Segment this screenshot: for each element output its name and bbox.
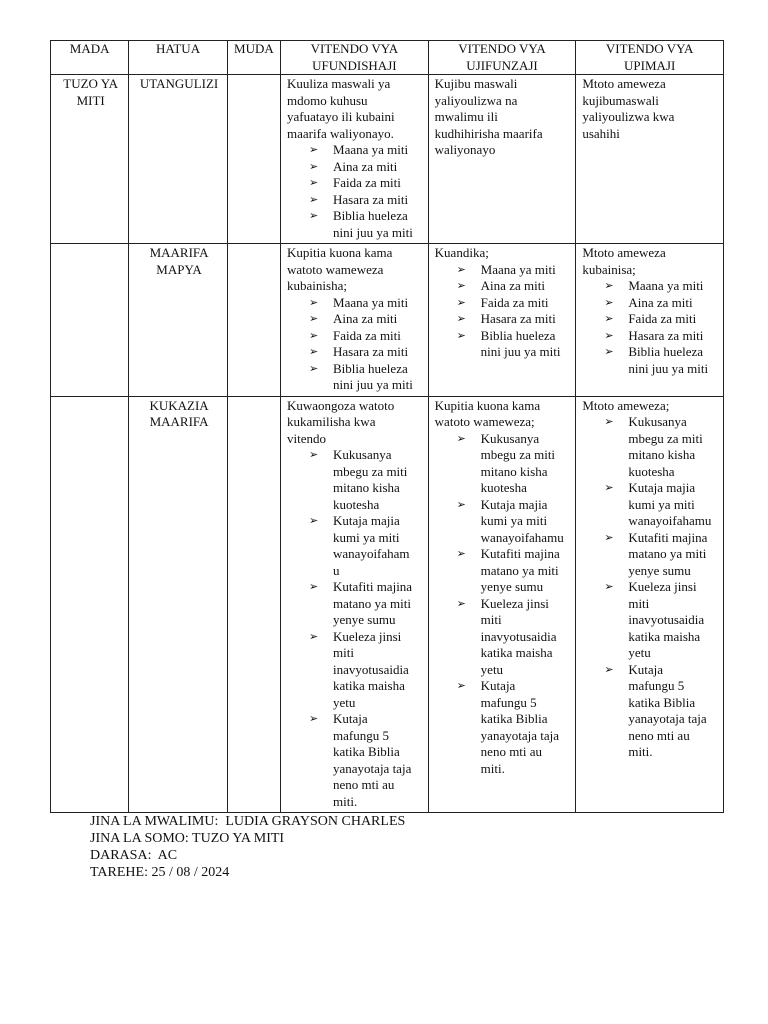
intro-line: yaliyoulizwa kwa (582, 109, 675, 124)
cell-mada (51, 75, 129, 244)
list-item-line: Aina za miti (628, 294, 693, 310)
list-item-line: Biblia hueleza (333, 360, 408, 376)
list-item-line: miti (480, 612, 502, 627)
list-item-line: inavyotusaidia (480, 628, 557, 644)
list-item-line: Kutaja (628, 661, 663, 677)
list-item (287, 192, 424, 209)
column-header-line: UJIFUNZAJI (466, 57, 538, 73)
arrow-bullet-icon: ➢ (309, 159, 319, 173)
arrow-bullet-icon: ➢ (309, 295, 319, 309)
list-item-line: kuotesha (333, 496, 380, 512)
list-item-line: katika maisha (333, 678, 405, 693)
list-item-line: kumi ya miti (480, 513, 548, 528)
arrow-bullet-icon: ➢ (604, 312, 614, 325)
list-item-line: miti (333, 645, 354, 660)
arrow-bullet-icon: ➢ (309, 345, 319, 358)
cell-muda (227, 244, 280, 397)
list-item (582, 311, 719, 328)
list-item-line: Kueleza jinsi (480, 595, 549, 611)
list-item-line: Maana ya miti (480, 261, 556, 277)
ufundishaji-bullet-list (287, 447, 424, 810)
list-item (582, 480, 719, 530)
ujifunzaji-bullet-list (435, 431, 572, 778)
list-item-line: mbegu za miti (480, 447, 556, 462)
list-item-line: Kutafiti majina (628, 529, 708, 545)
arrow-bullet-icon: ➢ (604, 662, 614, 676)
arrow-bullet-icon: ➢ (456, 431, 466, 445)
arrow-bullet-icon: ➢ (309, 328, 319, 342)
intro-line: kujibumaswali (582, 92, 659, 108)
list-item-line: mbegu za miti (628, 430, 703, 446)
arrow-bullet-icon: ➢ (309, 361, 319, 375)
list-item (435, 497, 572, 547)
ufundishaji-intro (287, 245, 424, 295)
arrow-bullet-icon: ➢ (309, 514, 319, 527)
list-item-line: Kutafiti majina (480, 546, 560, 561)
list-item (582, 295, 719, 312)
arrow-bullet-icon: ➢ (604, 415, 614, 428)
column-header-line: UFUNDISHAJI (312, 57, 397, 73)
intro-line: Mtoto ameweza; (582, 397, 670, 413)
lesson-plan-table (50, 40, 724, 813)
cell-muda (227, 75, 280, 244)
list-item-line: matano ya miti (333, 595, 411, 611)
subject-name: JINA LA SOMO: TUZO YA MITI (90, 831, 285, 846)
hatua-line: MAARIFA (149, 245, 209, 260)
list-item-line: katika Biblia (480, 711, 548, 726)
hatua-line: MAARIFA (149, 414, 209, 429)
list-item (582, 278, 719, 295)
arrow-bullet-icon: ➢ (456, 596, 466, 610)
column-header-line: MUDA (234, 41, 274, 56)
list-item-line: inavyotusaidia (628, 612, 705, 627)
intro-line: yafuatayo ili kubaini (287, 109, 395, 124)
list-item (287, 361, 424, 394)
list-item-line: kuotesha (480, 480, 527, 495)
column-header (281, 41, 429, 75)
list-item-line: yenye sumu (480, 579, 544, 594)
list-item-line: nini juu ya miti (628, 360, 709, 376)
list-item (582, 344, 719, 377)
list-item-line: mafungu 5 (628, 678, 685, 693)
arrow-bullet-icon: ➢ (604, 530, 614, 544)
intro-line: maarifa waliyonayo. (287, 125, 394, 141)
list-item-line: matano ya miti (480, 562, 559, 578)
lesson-date: TAREHE: 25 / 08 / 2024 (90, 865, 230, 880)
cell-upimaji (576, 75, 724, 244)
list-item (582, 328, 719, 345)
list-item (435, 328, 572, 361)
list-item-line: Aina za miti (480, 278, 545, 293)
arrow-bullet-icon: ➢ (456, 262, 466, 276)
arrow-bullet-icon: ➢ (309, 580, 319, 593)
intro-line: yaliyoulizwa na (434, 92, 518, 108)
ufundishaji-intro (287, 398, 424, 448)
list-item (582, 414, 719, 480)
intro-line: vitendo (287, 430, 327, 446)
list-item-line: Hasara za miti (333, 344, 409, 359)
intro-line: kudhihirisha maarifa (434, 125, 543, 141)
cell-hatua (129, 75, 227, 244)
ufundishaji-bullet-list (287, 142, 424, 241)
list-item-line: Kutafiti majina (333, 579, 413, 594)
ujifunzaji-intro (435, 398, 572, 431)
list-item-line: katika Biblia (333, 744, 400, 759)
list-item-line: katika maisha (480, 645, 553, 660)
list-item-line: Maana ya miti (333, 142, 409, 157)
mada-line: MITI (76, 92, 105, 108)
list-item (582, 579, 719, 662)
list-item-line: Biblia hueleza (628, 344, 704, 359)
list-item-line: Kueleza jinsi (628, 579, 697, 594)
list-item-line: Maana ya miti (333, 294, 409, 310)
arrow-bullet-icon: ➢ (456, 295, 466, 309)
column-header-line: HATUA (156, 41, 201, 56)
column-header (227, 41, 280, 75)
list-item-line: neno mti au (480, 744, 543, 759)
arrow-bullet-icon: ➢ (456, 497, 466, 511)
list-item-line: u (333, 562, 340, 578)
list-item-line: mitano kisha (333, 480, 400, 495)
list-item (435, 431, 572, 497)
list-item (435, 262, 572, 279)
intro-line: mdomo kuhusu (287, 92, 368, 108)
intro-line: Kuandika; (434, 245, 489, 260)
cell-ufundishaji (281, 75, 429, 244)
list-item (287, 629, 424, 712)
arrow-bullet-icon: ➢ (309, 192, 319, 206)
intro-line: kukamilisha kwa (287, 414, 376, 429)
cell-ujifunzaji (428, 396, 576, 813)
list-item (435, 678, 572, 777)
list-item (287, 175, 424, 192)
arrow-bullet-icon: ➢ (309, 712, 319, 725)
list-item-line: Faida za miti (333, 175, 401, 190)
ufundishaji-bullet-list (287, 295, 424, 394)
upimaji-intro (582, 398, 719, 415)
list-item (435, 596, 572, 679)
column-header-line: VITENDO VYA (310, 41, 399, 56)
list-item-line: Faida za miti (628, 311, 697, 326)
list-item-line: Kukusanya (480, 430, 540, 446)
list-item-line: yanayotaja taja (480, 727, 559, 743)
list-item-line: yanayotaja taja (333, 760, 412, 776)
list-item-line: wanayoifahamu (628, 513, 712, 528)
list-item (287, 344, 424, 361)
list-item-line: yetu (628, 645, 651, 660)
upimaji-bullet-list (582, 278, 719, 377)
list-item (287, 142, 424, 159)
list-item (582, 662, 719, 761)
hatua-line: KUKAZIA (149, 397, 209, 413)
column-header-line: VITENDO VYA (458, 41, 546, 56)
list-item-line: wanayoifahamu (480, 529, 564, 545)
arrow-bullet-icon: ➢ (604, 328, 614, 342)
class-name: DARASA: AC (90, 848, 178, 863)
list-item-line: nini juu ya miti (333, 224, 413, 240)
list-item (435, 546, 572, 596)
intro-line: Kuuliza maswali ya (287, 76, 391, 91)
list-item (287, 513, 424, 579)
lesson-footer (90, 813, 405, 881)
arrow-bullet-icon: ➢ (456, 312, 466, 325)
teacher-name: JINA LA MWALIMU: LUDIA GRAYSON CHARLES (90, 814, 406, 829)
cell-ufundishaji (281, 396, 429, 813)
hatua-line: UTANGULIZI (139, 76, 219, 91)
list-item-line: neno mti au (628, 727, 690, 743)
list-item-line: yenye sumu (333, 612, 396, 627)
list-item-line: mafungu 5 (480, 694, 537, 710)
column-header (129, 41, 227, 75)
arrow-bullet-icon: ➢ (604, 345, 614, 358)
arrow-bullet-icon: ➢ (309, 629, 319, 643)
list-item-line: yanayotaja taja (628, 711, 707, 726)
column-header-line: VITENDO VYA (605, 41, 694, 56)
arrow-bullet-icon: ➢ (456, 279, 466, 292)
arrow-bullet-icon: ➢ (309, 209, 319, 222)
list-item-line: Kutaja majia (628, 480, 696, 495)
list-item-line: neno mti au (333, 777, 395, 792)
list-item-line: nini juu ya miti (333, 377, 413, 392)
cell-muda (227, 396, 280, 813)
intro-line: Mtoto ameweza (582, 76, 666, 91)
intro-line: Kupitia kuona kama (434, 397, 541, 413)
cell-ujifunzaji (428, 75, 576, 244)
list-item-line: Hasara za miti (628, 327, 704, 343)
intro-line: Kupitia kuona kama (287, 245, 393, 260)
list-item (287, 711, 424, 810)
list-item-line: Biblia hueleza (333, 208, 408, 223)
list-item-line: kumi ya miti (333, 529, 400, 545)
arrow-bullet-icon: ➢ (604, 481, 614, 494)
arrow-bullet-icon: ➢ (604, 295, 614, 309)
ujifunzaji-intro (435, 76, 572, 159)
list-item-line: yenye sumu (628, 562, 691, 578)
upimaji-intro (582, 245, 719, 278)
list-item-line: Faida za miti (333, 327, 401, 343)
list-item-line: katika maisha (628, 628, 701, 644)
table-row (51, 244, 724, 397)
list-item-line: Kukusanya (628, 414, 687, 429)
list-item (435, 295, 572, 312)
arrow-bullet-icon: ➢ (309, 176, 319, 189)
list-item (287, 295, 424, 312)
list-item-line: yetu (333, 694, 356, 710)
list-item-line: Kueleza jinsi (333, 628, 402, 644)
list-item (287, 579, 424, 629)
list-item (435, 278, 572, 295)
intro-line: Kuwaongoza watoto (287, 397, 395, 413)
intro-line: mwalimu ili (434, 109, 498, 124)
list-item-line: mitano kisha (480, 463, 548, 479)
cell-upimaji (576, 396, 724, 813)
list-item-line: Aina za miti (333, 311, 398, 326)
column-header (428, 41, 576, 75)
list-item-line: mafungu 5 (333, 727, 389, 743)
list-item-line: yetu (480, 661, 504, 677)
list-item-line: Kukusanya (333, 447, 392, 462)
cell-mada (51, 244, 129, 397)
list-item (287, 311, 424, 328)
list-item-line: Hasara za miti (480, 311, 556, 326)
intro-line: kubainisha; (287, 278, 347, 293)
column-header-line: MADA (69, 41, 110, 56)
column-header-line: UPIMAJI (624, 57, 676, 73)
cell-mada (51, 396, 129, 813)
upimaji-intro (582, 76, 719, 142)
list-item-line: Hasara za miti (333, 191, 409, 207)
arrow-bullet-icon: ➢ (309, 143, 319, 156)
list-item-line: Kutaja majia (333, 513, 400, 528)
intro-line: usahihi (582, 125, 620, 141)
arrow-bullet-icon: ➢ (309, 448, 319, 461)
list-item-line: Aina za miti (333, 158, 398, 174)
list-item-line: kumi ya miti (628, 496, 695, 512)
cell-ujifunzaji (428, 244, 576, 397)
arrow-bullet-icon: ➢ (456, 328, 466, 342)
intro-line: kubainisa; (582, 261, 636, 277)
list-item-line: mbegu za miti (333, 463, 408, 479)
ujifunzaji-bullet-list (435, 262, 572, 361)
list-item-line: wanayoifaham (333, 546, 410, 561)
intro-line: Kujibu maswali (434, 76, 518, 91)
list-item (582, 530, 719, 580)
table-body (51, 75, 724, 813)
list-item-line: miti. (480, 760, 505, 776)
list-item-line: Biblia hueleza (480, 327, 556, 343)
list-item-line: nini juu ya miti (480, 344, 561, 359)
list-item-line: miti (628, 595, 650, 611)
table-row (51, 396, 724, 813)
hatua-line: MAPYA (156, 261, 202, 277)
arrow-bullet-icon: ➢ (456, 547, 466, 560)
list-item-line: matano ya miti (628, 546, 707, 561)
list-item-line: miti. (333, 793, 358, 809)
list-item-line: mitano kisha (628, 447, 696, 462)
mada-line: TUZO YA (63, 76, 119, 91)
list-item-line: miti. (628, 744, 653, 759)
list-item (287, 208, 424, 241)
arrow-bullet-icon: ➢ (456, 679, 466, 692)
cell-upimaji (576, 244, 724, 397)
upimaji-bullet-list (582, 414, 719, 761)
ujifunzaji-intro (435, 245, 572, 262)
column-header (576, 41, 724, 75)
arrow-bullet-icon: ➢ (309, 312, 319, 325)
list-item (287, 159, 424, 176)
cell-hatua (129, 244, 227, 397)
column-header (51, 41, 129, 75)
arrow-bullet-icon: ➢ (604, 279, 614, 292)
cell-ufundishaji (281, 244, 429, 397)
list-item-line: Kutaja (480, 678, 516, 693)
ufundishaji-intro (287, 76, 424, 142)
list-item-line: kuotesha (628, 463, 675, 479)
list-item (287, 328, 424, 345)
cell-hatua (129, 396, 227, 813)
table-row (51, 75, 724, 244)
intro-line: watoto wameweza; (434, 414, 535, 429)
arrow-bullet-icon: ➢ (604, 580, 614, 593)
list-item (287, 447, 424, 513)
intro-line: watoto wameweza (287, 261, 384, 277)
list-item-line: inavyotusaidia (333, 661, 409, 677)
intro-line: waliyonayo (434, 142, 496, 157)
intro-line: Mtoto ameweza (582, 245, 666, 260)
list-item-line: Faida za miti (480, 294, 549, 310)
list-item (435, 311, 572, 328)
list-item-line: Kutaja (333, 711, 368, 726)
table-header-row (51, 41, 724, 75)
list-item-line: katika Biblia (628, 694, 696, 710)
list-item-line: Kutaja majia (480, 496, 548, 512)
list-item-line: Maana ya miti (628, 278, 704, 293)
